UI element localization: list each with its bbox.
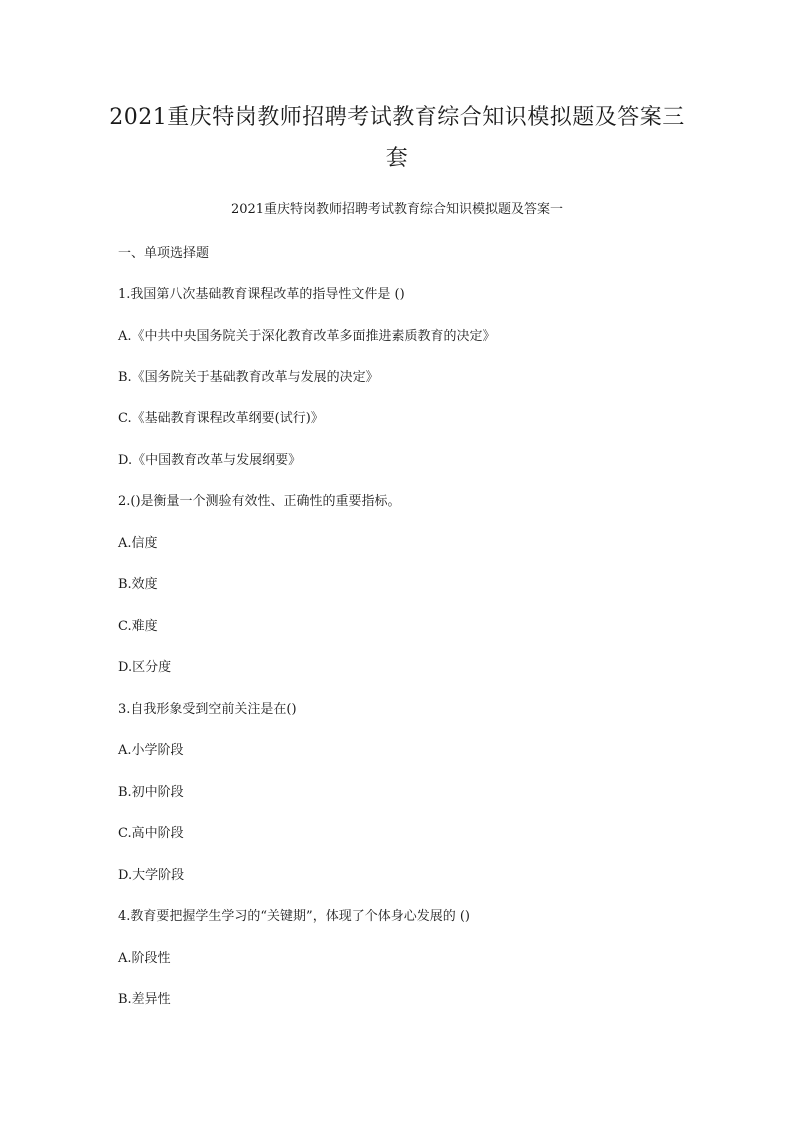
question-4-option-a: A.阶段性 [118,951,171,966]
question-4-option-b: B.差异性 [118,992,171,1007]
question-1-option-b: B.《国务院关于基础教育改革与发展的决定》 [118,370,379,385]
question-2-option-b: B.效度 [118,577,158,592]
section-heading: 一、单项选择题 [118,246,210,261]
question-stem-4: 4.教育要把握学生学习的“关键期”，体现了个体身心发展的 () [118,909,470,924]
question-2-option-d: D.区分度 [118,660,172,675]
document-title-line-2: 套 [385,146,409,171]
question-3-option-b: B.初中阶段 [118,785,184,800]
question-1-option-d: D.《中国教育改革与发展纲要》 [118,453,302,468]
question-3-option-a: A.小学阶段 [118,743,184,758]
question-1-option-a: A.《中共中央国务院关于深化教育改革多面推进素质教育的决定》 [118,329,496,344]
question-stem-1: 1.我国第八次基础教育课程改革的指导性文件是 () [118,287,405,302]
document-subtitle: 2021重庆特岗教师招聘考试教育综合知识模拟题及答案一 [230,202,564,217]
question-3-option-c: C.高中阶段 [118,826,184,841]
question-2-option-c: C.难度 [118,619,158,634]
question-stem-2: 2.()是衡量一个测验有效性、正确性的重要指标。 [118,494,401,509]
question-1-option-c: C.《基础教育课程改革纲要(试行)》 [118,411,324,426]
question-2-option-a: A.信度 [118,536,158,551]
question-3-option-d: D.大学阶段 [118,868,185,883]
document-title-line-1: 2021重庆特岗教师招聘考试教育综合知识模拟题及答案三 [109,105,685,130]
question-stem-3: 3.自我形象受到空前关注是在() [118,702,297,717]
